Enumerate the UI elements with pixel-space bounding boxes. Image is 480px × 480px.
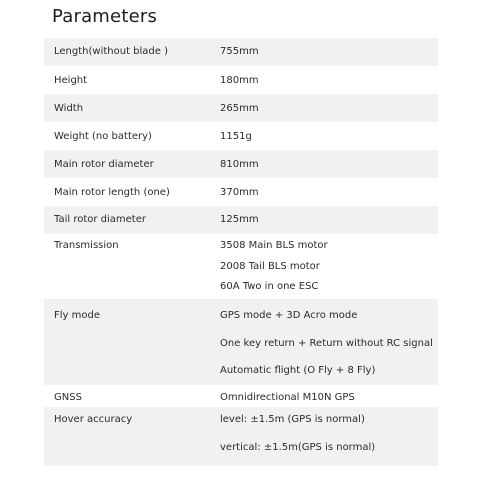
table-row: [44, 66, 438, 94]
row-value: 755mm: [220, 46, 259, 57]
row-label: Hover accuracy: [54, 414, 133, 425]
table-row: [44, 299, 438, 385]
table-row: [44, 234, 438, 299]
row-value: 265mm: [220, 103, 259, 114]
table-row: [44, 385, 438, 407]
table-row: [44, 206, 438, 234]
row-value: 370mm: [220, 187, 259, 198]
row-label: Length(without blade ): [54, 46, 168, 57]
row-label: Transmission: [54, 240, 119, 251]
table-row: [44, 178, 438, 206]
row-value: 810mm: [220, 159, 259, 170]
row-value: 2008 Tail BLS motor: [220, 261, 320, 272]
row-value: level: ±1.5m (GPS is normal): [220, 414, 365, 425]
table-row: [44, 94, 438, 122]
row-value: 3508 Main BLS motor: [220, 240, 328, 251]
row-value: 125mm: [220, 214, 259, 225]
table-row: [44, 150, 438, 178]
row-label: Main rotor length (one): [54, 187, 170, 198]
parameters-table: [44, 38, 438, 466]
row-label: Width: [54, 103, 84, 114]
row-value: 60A Two in one ESC: [220, 281, 319, 292]
table-row: [44, 122, 438, 150]
row-value: Omnidirectional M10N GPS: [220, 392, 355, 403]
row-value: vertical: ±1.5m(GPS is normal): [220, 442, 376, 453]
table-row: [44, 38, 438, 66]
row-value: Automatic flight (O Fly + 8 Fly): [220, 365, 376, 376]
row-label: GNSS: [54, 392, 82, 403]
table-row: [44, 407, 438, 466]
row-label: Fly mode: [54, 310, 100, 321]
row-label: Weight (no battery): [54, 131, 152, 142]
page-title: Parameters: [52, 6, 158, 27]
row-label: Height: [54, 75, 88, 86]
row-label: Main rotor diameter: [54, 159, 154, 170]
row-label: Tail rotor diameter: [54, 214, 146, 225]
row-value: 1151g: [220, 131, 252, 142]
row-value: One key return + Return without RC signal: [220, 338, 433, 349]
row-value: 180mm: [220, 75, 259, 86]
row-value: GPS mode + 3D Acro mode: [220, 310, 358, 321]
